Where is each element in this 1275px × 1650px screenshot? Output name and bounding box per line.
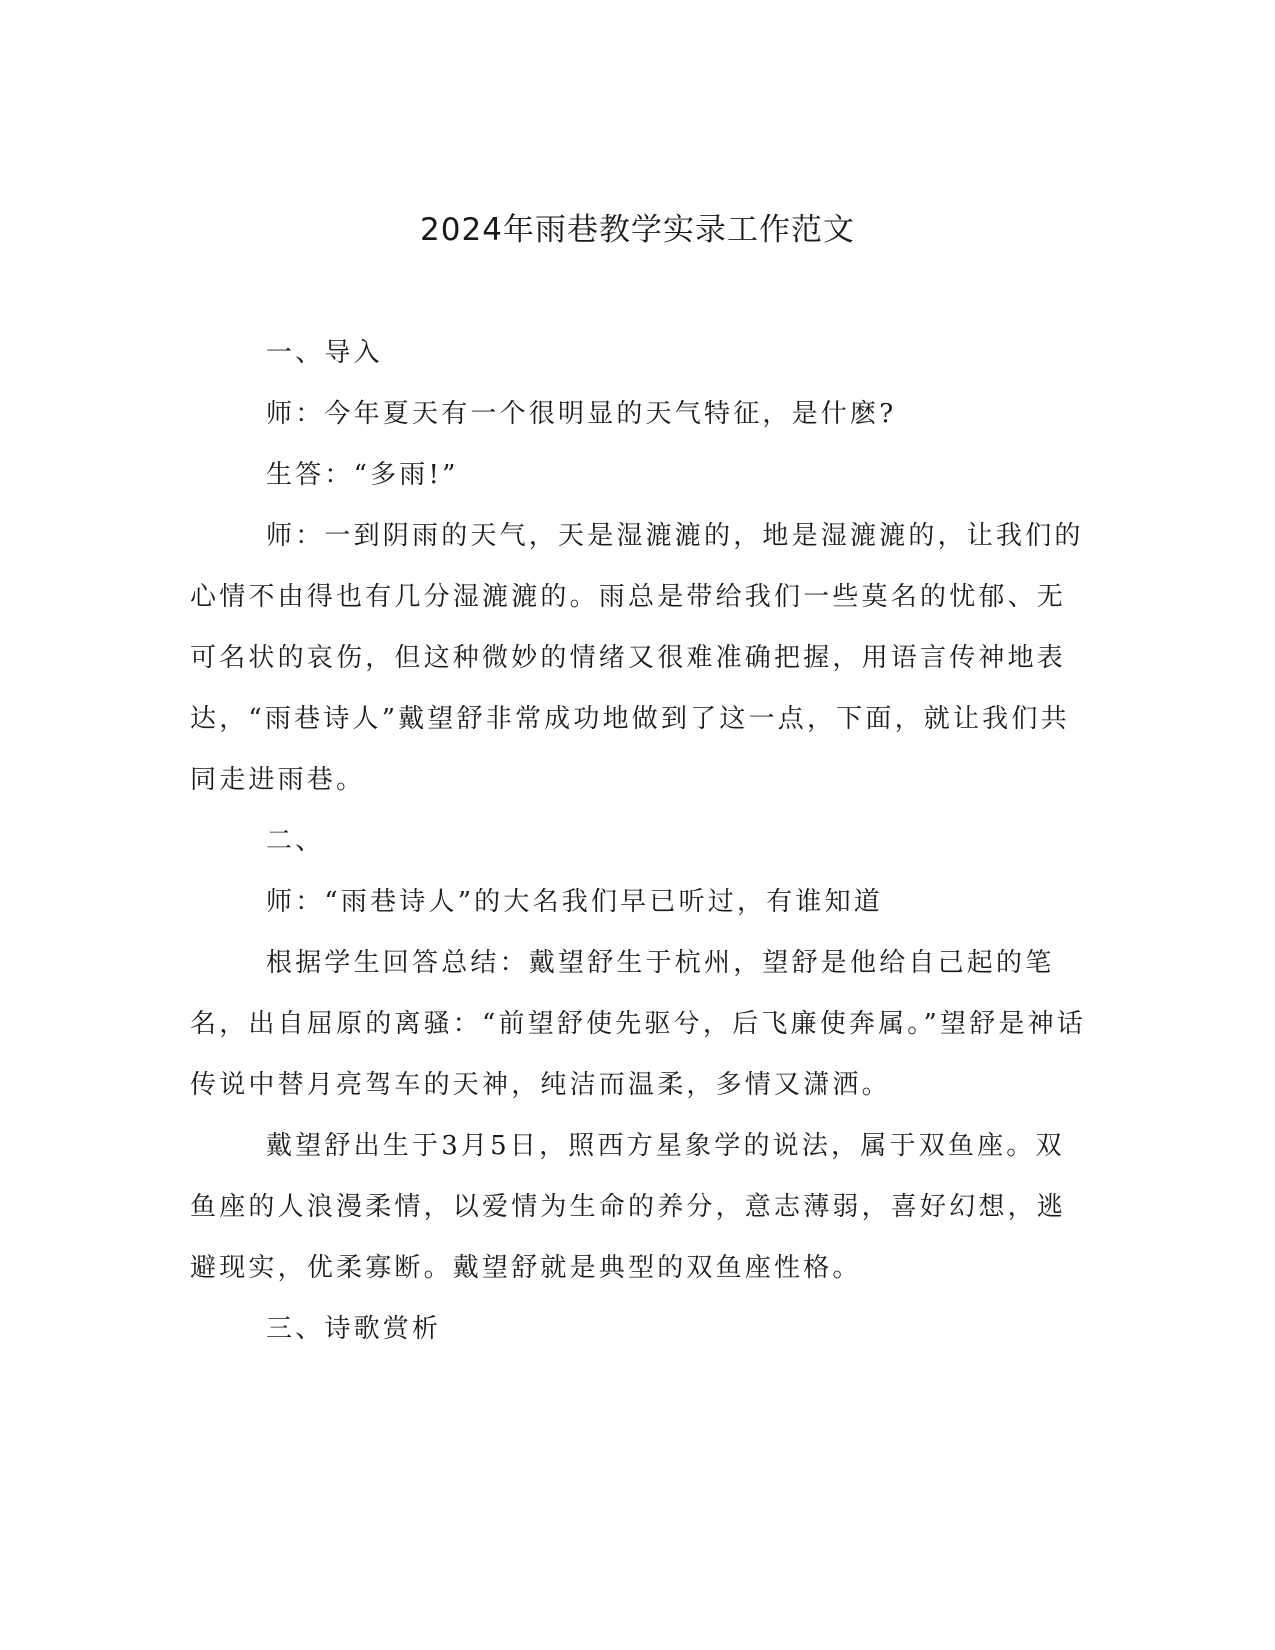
teacher-prompt: 师：“雨巷诗人”的大名我们早已听过，有谁知道 [266, 887, 883, 917]
teacher-question: 师：今年夏天有一个很明显的天气特征，是什麽? [266, 399, 897, 429]
student-answer: 生答：“多雨!” [266, 460, 459, 490]
birthday-paragraph: 戴望舒出生于3月5日，照西方星象学的说法，属于双鱼座。双鱼座的人浪漫柔情，以爱情为生命的养分，意志薄弱，喜好幻想，逃避现实，优柔寡断。戴望舒就是典型的双鱼座性格。 [190, 1131, 1067, 1283]
section-heading-poem-analysis: 三、诗歌赏析 [266, 1314, 442, 1344]
document-title: 2024年雨巷教学实录工作范文 [420, 212, 855, 248]
summary-paragraph: 根据学生回答总结：戴望舒生于杭州，望舒是他给自己起的笔名，出自屈原的离骚：“前望舒使先驱兮，后飞廉使奔属。”望舒是神话传说中替月亮驾车的天神，纯洁而温柔，多情又潇洒。 [190, 948, 1086, 1100]
document-body [190, 323, 1086, 1360]
section-heading-intro: 一、导入 [266, 338, 383, 368]
teacher-introduction: 师：一到阴雨的天气，天是湿漉漉的，地是湿漉漉的，让我们的心情不由得也有几分湿漉漉的。雨总是带给我们一些莫名的忧郁、无可名状的哀伤，但这种微妙的情绪又很难准确把握，用语言传神地表达，“雨巷诗人”戴望舒非常成功地做到了这一点，下面，就让我们共同走进雨巷。 [190, 521, 1084, 795]
section-heading-two: 二、 [266, 826, 325, 856]
